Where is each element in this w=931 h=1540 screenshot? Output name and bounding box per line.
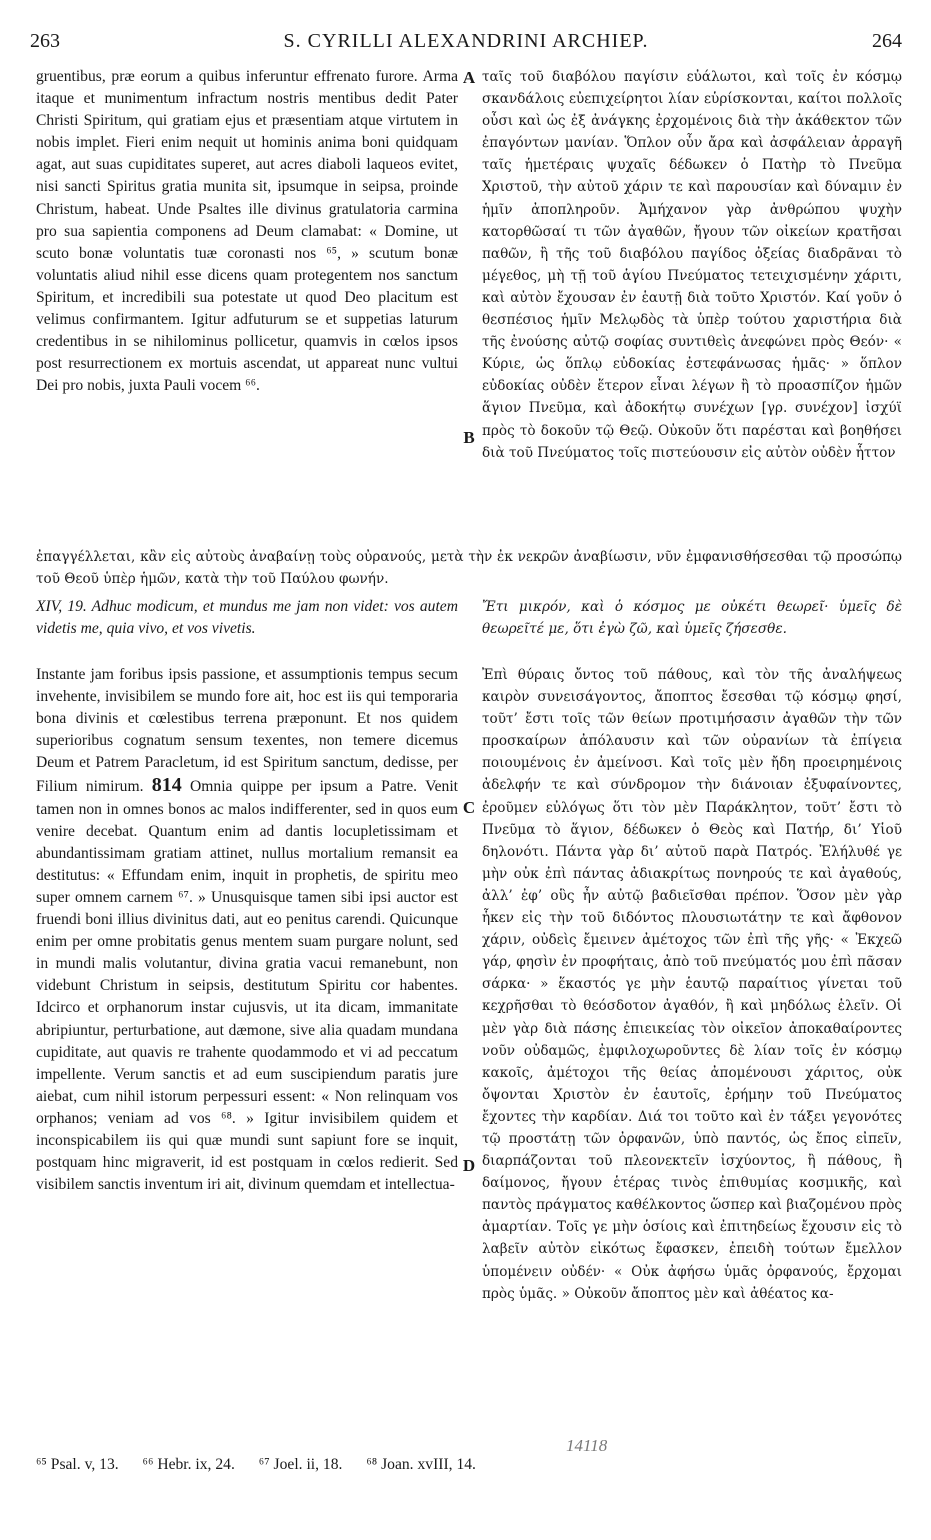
- latin-column-block2: [36, 664, 458, 1196]
- footnote: ⁶⁵ Psal. v, 13.: [36, 1456, 119, 1473]
- page-number-right: 264: [872, 30, 902, 52]
- latin-paragraph: gruentibus, præ eorum a quibus inferuntur effrenato furore. Arma itaque et munimentum infractum nostris mentibus dedit Pater Christi Spiritum, qui gratiam ejus et præsentiam atque virtutem in nobis implet. Fieri enim nequit ut hominis anima boni quidquam agat, aut suas cupiditates superet, aut acres diaboli laqueos evitet, nisi sancti Spiritus gratia munita sit, ipsumque in seipsa, proinde Christum, habeat. Unde Psaltes ille divinus gratulatoria carmina pro sua sapientia componens ad Deum clamabat: « Domine, ut scuto bonæ voluntatis tuæ coronasti nos ⁶⁵, » scutum bonæ voluntatis aliud nihil esse dicens quam protegentem nos sanctum Spiritum, et incredibili sua potestate ut quod Deo placitum est velimus confirmantem. Igitur adfuturum se et suppetias laturum credentibus in se nihilominus pollicetur, quamvis in cœlos ipsos post resurrectionem ex mortuis ascendat, ut appareat nunc vultui Dei pro nobis, juxta Pauli vocem ⁶⁶.: [36, 68, 458, 395]
- section-marker-a: A: [462, 68, 476, 87]
- page-header: [30, 30, 902, 60]
- greek-paragraph: Ἐπὶ θύραις ὄντος τοῦ πάθους, καὶ τὸν τῆς ἀναλήψεως καιρὸν συνεισάγοντος, ἄποπτος ἔσεσθαι τῷ κόσμῳ φησί, τοῦτ’ ἔστι τοῖς τῶν θείων προτιμήσασιν ἀγαθῶν τὴν τῶν προσκαίρων ἀπόλαυσιν καὶ τῶν οὐρανίων τὰ ἐπίγεια ποιουμένοις ἐν ἀμείνοσι. Καὶ τοῖς μὲν ἤδη προειρημένοις ἀδελφήν τε καὶ σύνδρομον τὴν διάνοιαν ἐξυφαίνοντες, ἐροῦμεν εὐλόγως ὅτι τὸν μὲν Παράκλητον, τοῦτ’ ἔστι τὸ Πνεῦμα τὸ ἅγιον, δέδωκεν ὁ Θεὸς καὶ Πατήρ, δι’ Υἱοῦ δηλονότι. Πάντα γὰρ δι’ αὐτοῦ παρὰ Πατρός. Ἐλήλυθέ γε μὴν οὐκ ἐπὶ πάντας ἀδιακρίτως πονηρούς τε καὶ ἀγαθούς, ἀλλ’ ἐφ’ οὓς ἦν αὐτῷ βαδιεῖσθαι πρέπον. Ὅσον μὲν γὰρ ἧκεν εἰς τὴν τοῦ διδόντος πλουσιωτάτην τε καὶ ἄφθονον χάριν, οὐδεὶς ἔμεινεν ἀμέτοχος τῶν ἐπὶ τῆς γῆς· « Ἐκχεῶ γάρ, φησὶν ἐν προφήταις, ἀπὸ τοῦ πνεύματός μου ἐπὶ πᾶσαν σάρκα· » ἕκαστός γε μὴν ἑαυτῷ παραίτιος γίνεται τοῦ κεχρῆσθαι τὸ θεόσδοτον ἀγαθόν, ἢ καὶ μηδόλως ἑλεῖν. Οἱ μὲν γὰρ διὰ πάσης ἐπιεικείας τὸν οἰκεῖον ἀποκαθαίροντες νοῦν οὐδαμῶς, ἐμφιλοχωροῦντες δὲ λίαν τοῖς ἐν κόσμῳ κακοῖς, ἀμέτοχοι τῆς θείας ἀπομένουσι χάριτος, οὐκ ὄψονται Χριστὸν ἐν ἑαυτοῖς, ἐρήμην τοῦ Πνεύματος ἔχοντες τὴν καρδίαν. Διά τοι τοῦτο καὶ ἐν τάξει γεγονότες τῷ προστάτῃ τῶν ὀρφανῶν, ὑπὸ παντός, ὡς ἔπος εἰπεῖν, διαρπάζονται τοῦ πλεονεκτεῖν ἰσχύοντος, ἢ πάθους, ἢ δαίμονος, ἤγουν ἑτέρας τινὸς ἐπιθυμίας κοσμικῆς, καὶ παντὸς πράγματος καθέλκοντος ὥσπερ καὶ βιαζομένου πρὸς ἁμαρτίαν. Τοῖς γε μὴν ὁσίοις καὶ ἐπιτηδείως ἔχουσιν εἰς τὸ λαβεῖν αὐτὸν εἰκότως ἔφασκεν, ἐπειδὴ τούτων ἔμελλον ὑπομένειν οὐδέν· « Οὐκ ἀφήσω ὑμᾶς ὀρφανούς, ἔρχομαι πρὸς ὑμᾶς. » Οὐκοῦν ἄποπτος μὲν καὶ ἀθέατος κα-: [482, 667, 902, 1302]
- column-number: 814: [151, 774, 182, 797]
- section-marker-b: B: [463, 428, 475, 447]
- section-marker-d: D: [462, 1156, 476, 1175]
- greek-paragraph: ταῖς τοῦ διαβόλου παγίσιν εὐάλωτοι, καὶ τοῖς ἐν κόσμῳ σκανδάλοις εὐεπιχείρητοι λίαν εὑρίσκονται, καίτοι πολλοῖς οὖσι καὶ ὡς ἐξ ἀνάγκης ἐρχομένοις διὰ τὴν ἀκάθεκτον τῶν ἐπαγόντων μανίαν. Ὅπλον οὖν ἄρα καὶ ἀσφάλειαν ἀρραγῆ ταῖς ἡμετέραις ψυχαῖς δέδωκεν ὁ Πατὴρ τὸ Πνεῦμα Χριστοῦ, τὴν αὐτοῦ χάριν τε καὶ παρουσίαν καὶ δύναμιν ἐν ἡμῖν ἀποπληροῦν. Ἀμήχανον γὰρ ἀνθρώπου ψυχὴν κατορθῶσαί τι τῶν ἀγαθῶν, ἤγουν τῶν οἰκείων κρατῆσαι παθῶν, ἢ τῆς τοῦ διαβόλου παγίδος ὀξείας διαδρᾶναι τὸ μέγεθος, μὴ τῇ τοῦ ἁγίου Πνεύματος τετειχισμένην χάριτι, καὶ αὐτὸν ἔχουσαν ἐν ἑαυτῇ διὰ τοῦτο Χριστόν. Καί γοῦν ὁ θεσπέσιος ἡμῖν Μελῳδὸς τὰ ὑπὲρ τούτου χαριστήρια διὰ τῆς ἐνούσης αὐτῷ σοφίας συντιθεὶς ἀνεφώνει πρὸς Θεόν· « Κύριε, ὡς ὅπλῳ εὐδοκίας ἐστεφάνωσας ἡμᾶς· » ὅπλον εὐδοκίας οὐδὲν ἕτερον εἶναι λέγων ἢ τὸ προασπίζον ἡμῶν ἅγιον Πνεῦμα, καὶ ἀδοκήτῳ συνέχων [γρ. συνέχον] ἰσχύϊ πρὸς τὸ δοκοῦν τῷ Θεῷ. Οὐκοῦν ὅτι παρέσται καὶ βοηθήσει διὰ τοῦ Πνεύματος τοῖς πιστεύουσιν εἰς αὐτὸν οὐδὲν ἧττον: [482, 69, 902, 461]
- footnote: ⁶⁷ Joel. ii, 18.: [258, 1456, 343, 1473]
- footnotes: [36, 1456, 902, 1474]
- page-number-left: 263: [30, 30, 60, 52]
- verse-heading-latin: XIV, 19. Adhuc modicum, et mundus me jam non videt: vos autem videtis me, quia vivo, et vos vivetis.: [36, 598, 458, 638]
- section-marker-c: C: [462, 798, 476, 817]
- running-title: S. CYRILLI ALEXANDRINI ARCHIEP.: [283, 30, 649, 52]
- greek-column-block2: [482, 664, 902, 1305]
- footnote: ⁶⁶ Hebr. ix, 24.: [142, 1456, 235, 1473]
- greek-full-width-line: ἐπαγγέλλεται, κἂν εἰς αὐτοὺς ἀναβαίνῃ τοὺς οὐρανούς, μετὰ τὴν ἐκ νεκρῶν ἀναβίωσιν, νῦν ἐμφανισθήσεσθαι τῷ προσώπῳ τοῦ Θεοῦ ὑπὲρ ἡμῶν, κατὰ τὴν τοῦ Παύλου φωνήν.: [36, 549, 902, 588]
- library-stamp: 14118: [566, 1436, 608, 1455]
- footnote: ⁶⁸ Joan. xvIII, 14.: [366, 1456, 476, 1473]
- latin-paragraph-part1: Instante jam foribus ipsis passione, et assumptionis tempus secum invehente, invisibilem se mundo fore ait, hoc est iis qui temporaria bona divinis et cœlestibus terrena præponunt. Et nos quidem superioribus cognatum sensum texentes, non temere dicemus Deum et Patrem Paracletum, id est Spiritum sanctum, dedisse, per Filium nimirum.: [36, 666, 458, 796]
- verse-heading-greek: Ἔτι μικρόν, καὶ ὁ κόσμος με οὐκέτι θεωρεῖ· ὑμεῖς δὲ θεωρεῖτέ με, ὅτι ἐγὼ ζῶ, καὶ ὑμεῖς ζήσεσθε.: [482, 599, 902, 638]
- latin-paragraph-part2: Omnia quippe per ipsum a Patre. Venit tamen non in omnes bonos ac malos indifferenter, sed in quos eum venire decebat. Quantum enim ad dantis locupletissimam et abundantissimam gratiam attinet, nullus mortalium remansit ea destitutus: « Effundam enim, inquit in prophetis, de spiritu meo super omnem carnem ⁶⁷. » Unusquisque tamen sibi ipsi auctor est fruendi boni illius divinitus dati, aut eo penitus carendi. Quicunque enim per omne probitatis genus mentem suam purgare nolunt, sed in mundi malis volutantur, divina gratia vacui remanebunt, non videbunt Christum in seipsis, destitutum Spiritu cor habentes. Idcirco et orphanorum instar cujusvis, ut ita dicam, immanitate abripiuntur, perturbatione, aut dæmone, sive alia quadam mundana cupiditate, aut quavis re trahente quodammodo et vi ad peccatum impellente. Verum sanctis et ad eum suscipiendum paratis jure aiebat, cum nihil istorum perpessuri essent: « Non relinquam vos orphanos; veniam ad vos ⁶⁸. » Igitur invisibilem quidem et inconspicabilem iis qui quæ mundi sunt sapiunt fore se inquit, postquam hinc migraverit, id est postquam in cœlos redierit. Sed visibilem sanctis inventum iri ait, divinum quemdam et intellectua-: [36, 778, 458, 1194]
- latin-column-block1: [36, 66, 458, 397]
- greek-column-block1: [482, 66, 902, 464]
